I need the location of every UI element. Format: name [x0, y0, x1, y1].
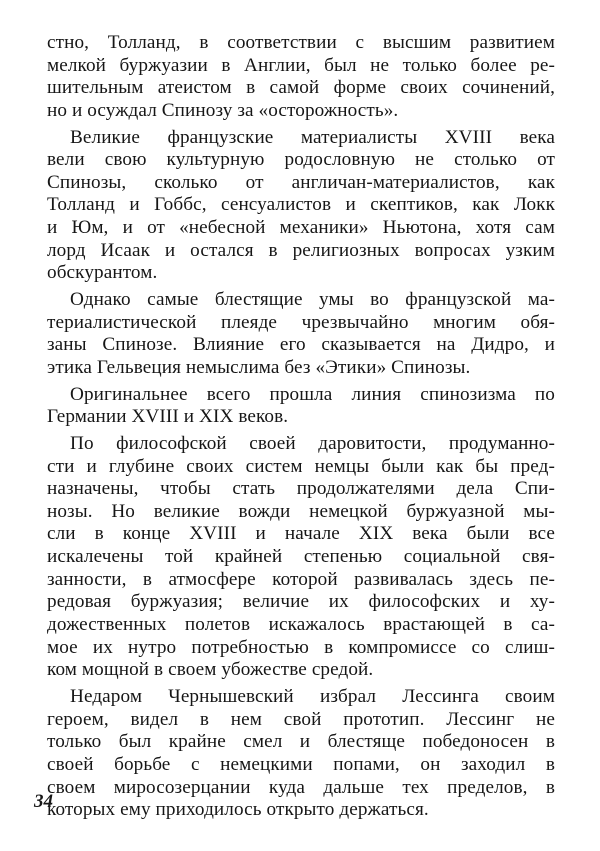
text-line: териалистической плеяде чрезвычайно многим обя-	[47, 311, 555, 333]
text-line: искалечены той крайней степенью социальной свя-	[47, 546, 555, 568]
text-line: сли в конце XVIII и начале XIX века были все	[47, 523, 555, 545]
text-line: мое их нутро потребностью в компромиссе со слиш-	[47, 636, 555, 658]
text-line: которых ему приходилось открыто держаться.	[47, 799, 429, 821]
text-line: героем, видел в нем свой прототип. Лессинг не	[47, 708, 555, 730]
text-line: Германии XVIII и XIX веков.	[47, 406, 289, 428]
text-line: дожественных полетов искажалось врастающей в са-	[47, 614, 555, 636]
text-line: сти и глубине своих систем немцы были как бы пред-	[47, 455, 555, 477]
text-line: Толланд и Гоббс, сенсуалистов и скептиков, как Локк	[47, 194, 555, 216]
text-line: но и осуждал Спинозу за «осторожность».	[47, 99, 399, 121]
text-line: нозы. Но великие вожди немецкой буржуазной мы-	[47, 500, 555, 522]
text-line: мелкой буржуазии в Англии, был не только более ре-	[47, 54, 555, 76]
text-line: ком мощной в своем убожестве средой.	[47, 659, 374, 681]
text-line: редовая буржуазия; величие их философских и ху-	[47, 591, 555, 613]
text-line: Недаром Чернышевский избрал Лессинга своим	[70, 685, 555, 707]
text-line: своей борьбе с немецкими попами, он заходил в	[47, 753, 555, 775]
text-line: обскурантом.	[47, 262, 158, 284]
text-line: Великие французские материалисты XVIII века	[70, 126, 555, 148]
text-line: шительным атеистом в самой форме своих сочинений,	[47, 77, 555, 99]
text-line: своем миросозерцании куда дальше тех пределов, в	[47, 776, 555, 798]
text-line: и Юм, и от «небесной механики» Ньютона, хотя сам	[47, 217, 555, 239]
text-line: только был крайне смел и блестяще победоносен в	[47, 731, 555, 753]
text-line: этика Гельвеция немыслима без «Этики» Спинозы.	[47, 356, 471, 378]
text-line: стно, Толланд, в соответствии с высшим развитием	[47, 32, 555, 53]
book-page-text	[47, 32, 555, 822]
text-line: назначены, чтобы стать продолжателями дела Спи-	[47, 478, 555, 500]
text-line: занности, в атмосфере которой развивалась здесь пе-	[47, 568, 555, 590]
page-number: 34	[34, 791, 53, 812]
text-line: Оригинальнее всего прошла линия спинозизма по	[70, 383, 555, 405]
text-line: вели свою культурную родословную не столько от	[47, 149, 555, 171]
text-line: заны Спинозе. Влияние его сказывается на Дидро, и	[47, 334, 555, 356]
text-line: По философской своей даровитости, продуманно-	[70, 432, 555, 454]
text-line: лорд Исаак и остался в религиозных вопросах узким	[47, 239, 555, 261]
text-line: Однако самые блестящие умы во французской ма-	[70, 289, 555, 311]
text-line: Спинозы, сколько от англичан-материалистов, как	[47, 171, 555, 193]
